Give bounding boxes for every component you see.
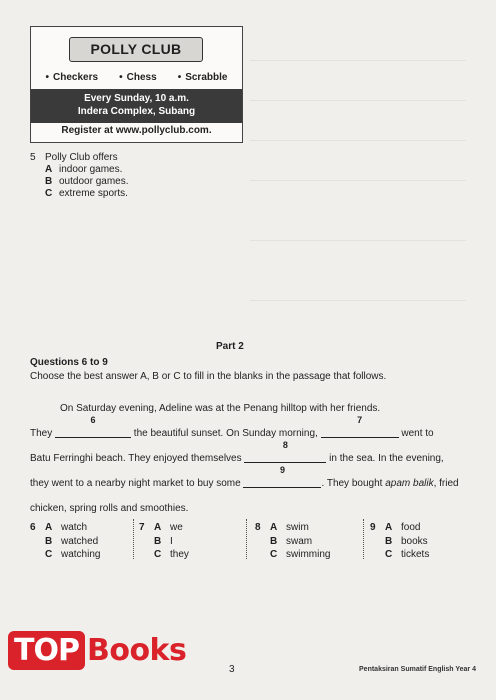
topbooks-logo [8, 628, 186, 672]
questions-heading: Questions 6 to 9 [30, 357, 108, 368]
game-item: • Scrabble [177, 71, 228, 83]
bleed-through-line [250, 180, 466, 181]
q9-option-a[interactable]: A food [385, 522, 421, 533]
passage-line: they went to a nearby night market to buy some 9 . They bought apam balik, fried [30, 465, 459, 489]
q5-option-c[interactable]: C extreme sports. [45, 188, 128, 199]
q6-option-c[interactable]: C watching [45, 549, 101, 560]
page-footer: Pentaksiran Sumatif English Year 4 [359, 666, 476, 673]
bleed-through-line [250, 140, 466, 141]
club-time: Every Sunday, 10 a.m. [84, 93, 189, 104]
question-stem: Polly Club offers [45, 152, 118, 163]
q5-option-a[interactable]: A indoor games. [45, 164, 123, 175]
q6-option-a[interactable]: A watch [45, 522, 88, 533]
passage [30, 396, 470, 521]
q7-option-b[interactable]: B I [154, 535, 173, 547]
blank-7[interactable]: 7 [321, 425, 399, 438]
bleed-through-line [250, 100, 466, 101]
q8-option-b[interactable]: B swam [270, 535, 313, 547]
page-number: 3 [229, 664, 235, 675]
bleed-through-line [250, 240, 466, 241]
blank-8[interactable]: 8 [244, 450, 326, 463]
logo-books-text: Books [86, 632, 187, 668]
column-divider [363, 519, 364, 559]
passage-line: Batu Ferringhi beach. They enjoyed themselves 8 in the sea. In the evening, [30, 440, 444, 464]
column-divider [246, 519, 247, 559]
q7-option-a[interactable]: A we [154, 522, 183, 533]
q6-option-b[interactable]: B watched [45, 535, 99, 547]
club-schedule [31, 89, 242, 123]
game-item: • Checkers [45, 71, 99, 83]
passage-line: On Saturday evening, Adeline was at the Penang hilltop with her friends. [60, 403, 381, 414]
club-title: POLLY CLUB [69, 37, 203, 62]
game-item: • Chess [119, 71, 157, 83]
passage-line: chicken, spring rolls and smoothies. [30, 503, 189, 514]
q8-option-a[interactable]: A swim [270, 522, 309, 533]
q7-option-c[interactable]: C they [154, 549, 189, 560]
question-number: 5 [30, 152, 36, 163]
blank-9[interactable]: 9 [243, 475, 321, 488]
part-heading: Part 2 [216, 341, 244, 352]
q9-option-b[interactable]: B books [385, 535, 428, 547]
bleed-through-line [250, 60, 466, 61]
q5-option-b[interactable]: B outdoor games. [45, 176, 129, 187]
passage-line: They 6 the beautiful sunset. On Sunday morning, 7 went to [30, 415, 434, 439]
q8-option-c[interactable]: C swimming [270, 549, 331, 560]
club-register: Register at www.pollyclub.com. [61, 125, 212, 136]
club-games-list [31, 69, 242, 85]
column-divider [133, 519, 134, 559]
answer-options: 6 A watch B watched C watching 7 A we B I C they 8 A swim B swam C swimming 9 A food B books C tickets [30, 521, 470, 565]
bleed-through-line [250, 300, 466, 301]
instruction-text: Choose the best answer A, B or C to fill in the blanks in the passage that follows. [30, 371, 387, 382]
club-venue: Indera Complex, Subang [77, 106, 196, 117]
q9-option-c[interactable]: C tickets [385, 549, 430, 560]
polly-club-notice [30, 26, 243, 143]
logo-top-text: TOP [8, 631, 85, 670]
blank-6[interactable]: 6 [55, 425, 131, 438]
